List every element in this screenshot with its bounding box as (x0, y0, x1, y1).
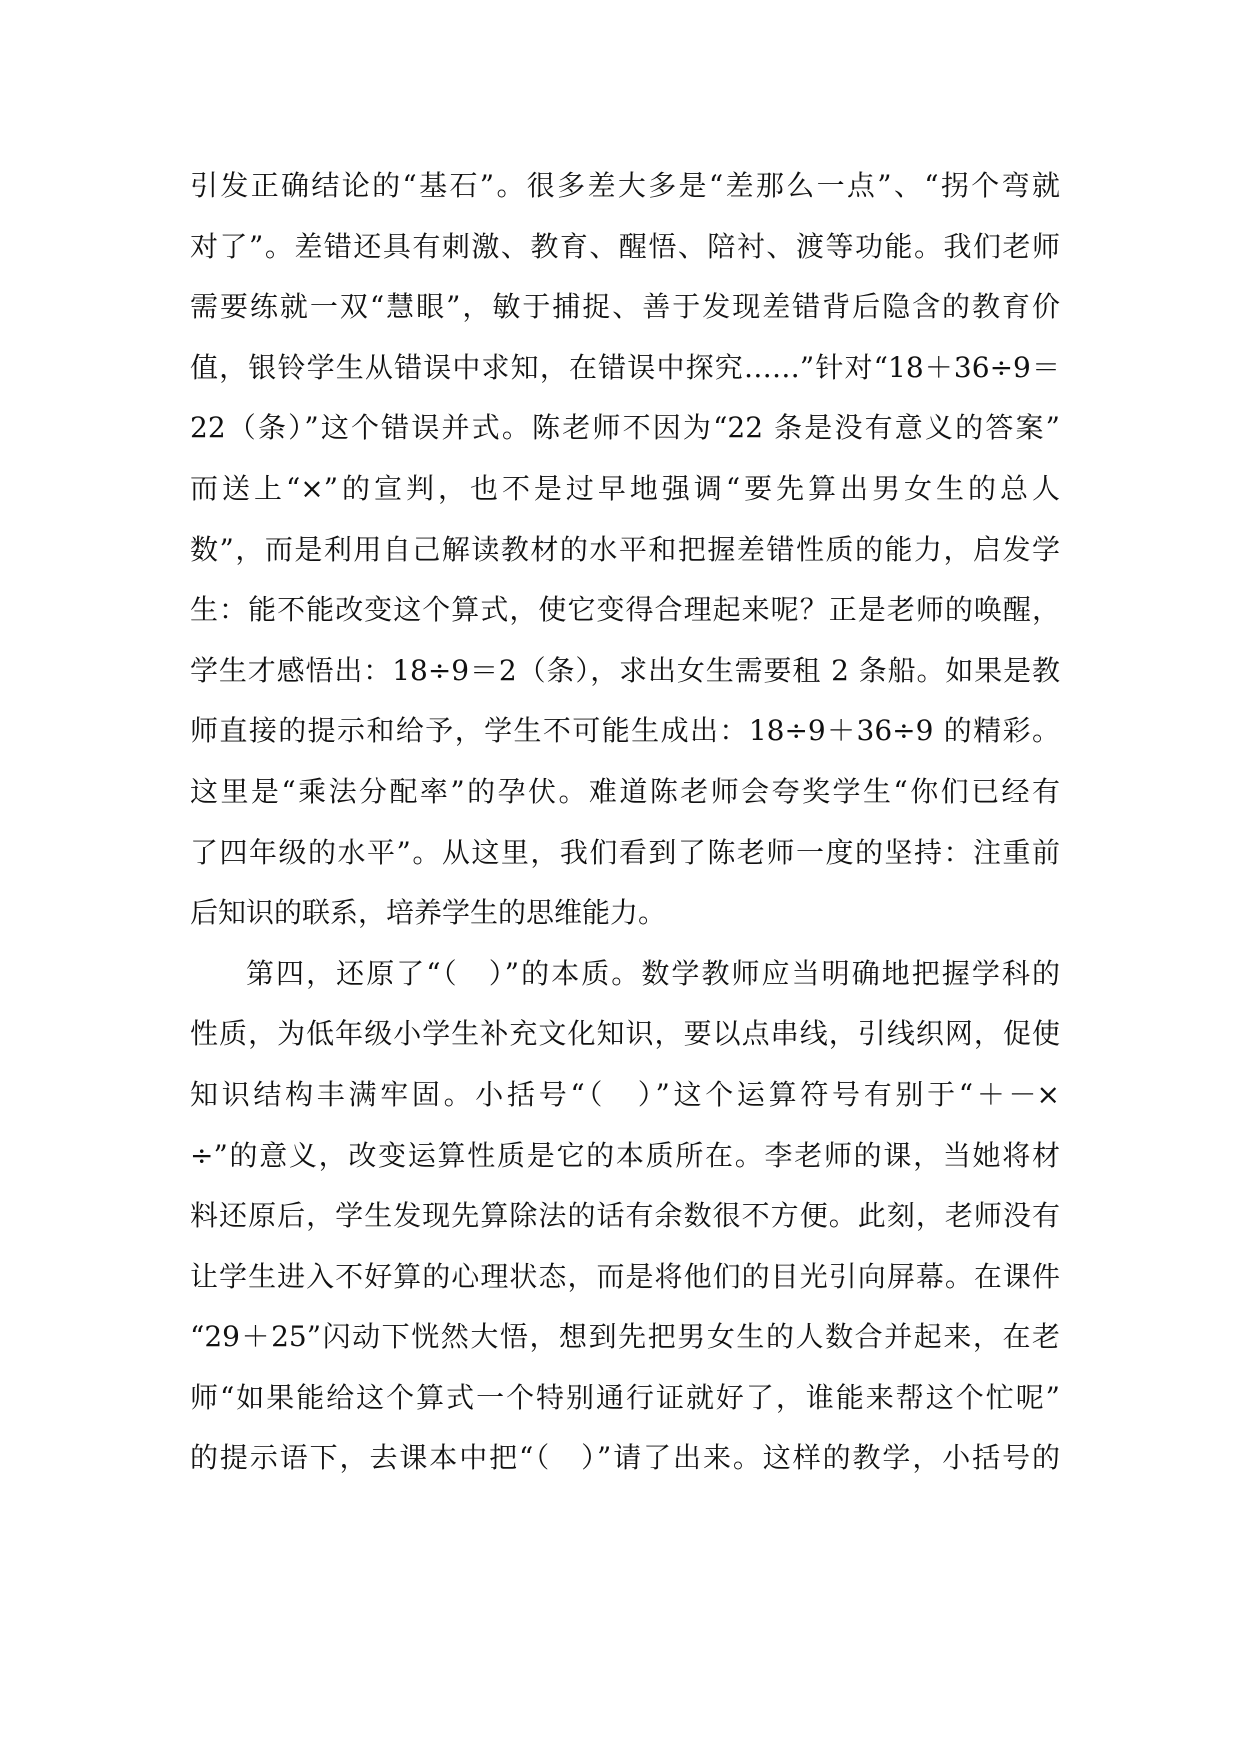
text-line: 这里是“乘法分配率”的孕伏。难道陈老师会夸奖学生“你们已经有 (190, 774, 1060, 808)
text-line: 的提示语下，去课本中把“（ ）”请了出来。这样的教学，小括号的 (190, 1441, 1060, 1475)
text-line: 性质，为低年级小学生补充文化知识，要以点串线，引线织网，促使 (190, 1017, 1060, 1051)
text-line: 需要练就一双“慧眼”，敏于捕捉、善于发现差错背后隐含的教育价 (190, 290, 1060, 324)
text-line: 22（条）”这个错误并式。陈老师不因为“22 条是没有意义的答案” (190, 411, 1060, 445)
text-line: 数”，而是利用自己解读教材的水平和把握差错性质的能力，启发学 (190, 532, 1060, 566)
text-line: 了四年级的水平”。从这里，我们看到了陈老师一度的坚持：注重前 (190, 835, 1060, 869)
text-line: 学生才感悟出：18÷9＝2（条），求出女生需要租 2 条船。如果是教 (190, 653, 1060, 687)
text-line: 师直接的提示和给予，学生不可能生成出：18÷9＋36÷9 的精彩。 (190, 714, 1060, 748)
text-line: 引发正确结论的“基石”。很多差大多是“差那么一点”、“拐个弯就 (190, 169, 1060, 202)
text-line: 知识结构丰满牢固。小括号“（ ）”这个运算符号有别于“＋－× (190, 1077, 1060, 1111)
text-line: “29＋25”闪动下恍然大悟，想到先把男女生的人数合并起来，在老 (190, 1320, 1060, 1354)
paragraph-first-line: 第四，还原了“（ ）”的本质。数学教师应当明确地把握学科的 (246, 956, 1060, 990)
text-line: 而送上“×”的宣判，也不是过早地强调“要先算出男女生的总人 (190, 471, 1060, 505)
text-line: 后知识的联系，培养学生的思维能力。 (190, 896, 667, 930)
text-line: 对了”。差错还具有刺激、教育、醒悟、陪衬、渡等功能。我们老师 (190, 229, 1060, 263)
text-line: ÷”的意义，改变运算性质是它的本质所在。李老师的课，当她将材 (190, 1138, 1060, 1172)
text-line: 师“如果能给这个算式一个特别通行证就好了，谁能来帮这个忙呢” (190, 1380, 1060, 1414)
text-line: 让学生进入不好算的心理状态，而是将他们的目光引向屏幕。在课件 (190, 1259, 1060, 1293)
text-line: 料还原后，学生发现先算除法的话有余数很不方便。此刻，老师没有 (190, 1199, 1060, 1233)
body-text (190, 156, 1060, 1489)
text-line: 生：能不能改变这个算式，使它变得合理起来呢？正是老师的唤醒， (190, 593, 1060, 627)
text-line: 值，银铃学生从错误中求知，在错误中探究……”针对“18＋36÷9＝ (190, 350, 1060, 384)
